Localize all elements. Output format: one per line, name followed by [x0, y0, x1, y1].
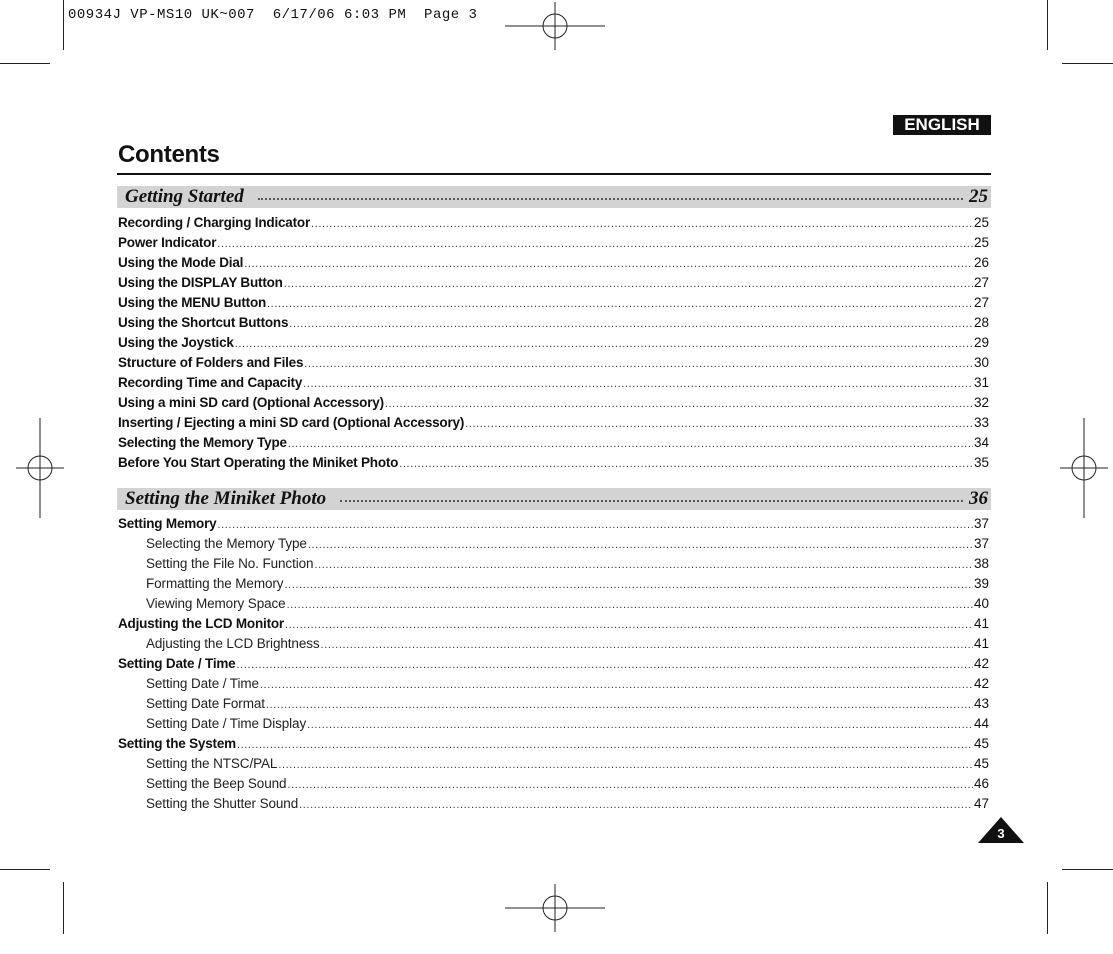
toc-subentry[interactable] [118, 774, 989, 794]
crop-mark-top-left-vertical [63, 0, 64, 50]
toc-subentry[interactable] [118, 694, 989, 714]
section-leader-dots [258, 196, 963, 200]
toc-entry-label: Setting Date / Time [118, 656, 236, 671]
toc-subentry[interactable] [118, 574, 989, 594]
toc-entry-label: Formatting the Memory [146, 576, 284, 591]
toc-subentry[interactable] [118, 554, 989, 574]
registration-mark-bottom-icon [505, 884, 605, 932]
toc-entry-page: 30 [973, 355, 989, 370]
toc-leader-dots [311, 214, 973, 234]
toc-leader-dots [244, 254, 973, 274]
toc-leader-dots [278, 755, 973, 775]
toc-entry-page: 26 [973, 255, 989, 270]
toc-subentry[interactable] [118, 634, 989, 654]
toc-leader-dots [237, 735, 973, 755]
language-badge: ENGLISH [893, 115, 991, 135]
toc-entry[interactable] [118, 514, 989, 534]
registration-mark-left-icon [16, 418, 64, 518]
toc-entry-label: Setting the System [118, 736, 236, 751]
toc-leader-dots [217, 515, 973, 535]
toc-list-getting-started [118, 213, 989, 473]
toc-entry-page: 45 [973, 756, 989, 771]
toc-entry-page: 42 [973, 676, 989, 691]
toc-entry-label: Viewing Memory Space [146, 596, 286, 611]
crop-mark-bottom-right-horizontal [1062, 869, 1113, 870]
toc-entry-page: 31 [973, 375, 989, 390]
toc-leader-dots [303, 374, 973, 394]
toc-entry[interactable] [118, 393, 989, 413]
toc-entry-page: 47 [973, 796, 989, 811]
toc-entry-page: 40 [973, 596, 989, 611]
toc-leader-dots [235, 334, 973, 354]
page-number: 3 [997, 826, 1005, 841]
toc-entry[interactable] [118, 273, 989, 293]
toc-entry-page: 32 [973, 395, 989, 410]
toc-entry[interactable] [118, 213, 989, 233]
toc-entry-label: Power Indicator [118, 235, 217, 250]
section-header-setting-the-miniket-photo[interactable] [117, 488, 991, 510]
toc-leader-dots [260, 675, 973, 695]
toc-entry[interactable] [118, 333, 989, 353]
toc-entry-label: Using the MENU Button [118, 295, 267, 310]
section-leader-dots [340, 498, 963, 502]
toc-entry-page: 25 [973, 215, 989, 230]
section-title: Setting the Miniket Photo [125, 488, 327, 509]
toc-entry-page: 27 [973, 275, 989, 290]
section-title: Getting Started [125, 186, 244, 207]
toc-leader-dots [304, 354, 973, 374]
toc-entry[interactable] [118, 233, 989, 253]
toc-subentry[interactable] [118, 714, 989, 734]
toc-entry-label: Selecting the Memory Type [118, 435, 287, 450]
toc-leader-dots [307, 715, 973, 735]
toc-leader-dots [236, 655, 972, 675]
toc-entry-label: Setting the NTSC/PAL [146, 756, 278, 771]
toc-list-setting-the-miniket-photo [118, 514, 989, 814]
toc-leader-dots [308, 535, 973, 555]
toc-entry-page: 37 [973, 516, 989, 531]
toc-entry[interactable] [118, 433, 989, 453]
toc-leader-dots [287, 775, 973, 795]
toc-entry-page: 46 [973, 776, 989, 791]
toc-entry-page: 35 [973, 455, 989, 470]
toc-entry-label: Using the Joystick [118, 335, 234, 350]
toc-leader-dots [385, 394, 973, 414]
toc-leader-dots [217, 234, 973, 254]
toc-entry[interactable] [118, 293, 989, 313]
toc-entry-page: 45 [973, 736, 989, 751]
toc-entry[interactable] [118, 734, 989, 754]
toc-entry-label: Inserting / Ejecting a mini SD card (Optional Accessory) [118, 415, 465, 430]
toc-entry[interactable] [118, 373, 989, 393]
registration-mark-right-icon [1060, 418, 1108, 518]
section-page-number: 36 [969, 488, 988, 509]
toc-leader-dots [267, 294, 973, 314]
toc-entry-page: 29 [973, 335, 989, 350]
toc-entry-label: Setting the Shutter Sound [146, 796, 299, 811]
print-header: 00934J VP-MS10 UK~007 6/17/06 6:03 PM Page 3 [68, 7, 478, 23]
toc-subentry[interactable] [118, 534, 989, 554]
toc-entry[interactable] [118, 313, 989, 333]
toc-entry[interactable] [118, 453, 989, 473]
toc-entry-label: Using a mini SD card (Optional Accessory) [118, 395, 384, 410]
toc-entry-label: Recording Time and Capacity [118, 375, 303, 390]
toc-entry-page: 34 [973, 435, 989, 450]
toc-entry-label: Setting Date / Time [146, 676, 259, 691]
toc-leader-dots [299, 795, 973, 815]
page-title: Contents [118, 141, 220, 168]
toc-subentry[interactable] [118, 674, 989, 694]
toc-leader-dots [284, 575, 973, 595]
toc-entry-page: 41 [973, 616, 989, 631]
toc-entry-page: 33 [973, 415, 989, 430]
toc-entry-label: Recording / Charging Indicator [118, 215, 311, 230]
toc-entry-label: Structure of Folders and Files [118, 355, 304, 370]
toc-entry[interactable] [118, 614, 989, 634]
toc-entry-label: Using the Shortcut Buttons [118, 315, 289, 330]
toc-entry-page: 42 [973, 656, 989, 671]
toc-leader-dots [314, 555, 973, 575]
crop-mark-bottom-left-vertical [63, 882, 64, 934]
toc-entry-label: Setting Date Format [146, 696, 265, 711]
toc-leader-dots [266, 695, 973, 715]
toc-entry-page: 38 [973, 556, 989, 571]
crop-mark-top-right-vertical [1047, 0, 1048, 50]
toc-subentry[interactable] [118, 794, 989, 814]
toc-leader-dots [321, 635, 973, 655]
toc-entry-label: Selecting the Memory Type [146, 536, 307, 551]
section-header-getting-started[interactable] [117, 186, 991, 208]
toc-entry[interactable] [118, 353, 989, 373]
toc-entry-label: Adjusting the LCD Monitor [118, 616, 284, 631]
crop-mark-top-left-horizontal [0, 63, 50, 64]
toc-entry-label: Setting Date / Time Display [146, 716, 307, 731]
toc-entry-label: Before You Start Operating the Miniket Photo [118, 455, 399, 470]
toc-entry-page: 25 [973, 235, 989, 250]
registration-mark-top-icon [505, 2, 605, 50]
crop-mark-top-right-horizontal [1062, 63, 1113, 64]
toc-entry-page: 28 [973, 315, 989, 330]
toc-leader-dots [287, 595, 973, 615]
toc-entry-page: 27 [973, 295, 989, 310]
crop-mark-bottom-left-horizontal [0, 869, 50, 870]
toc-leader-dots [288, 434, 973, 454]
toc-entry-label: Setting the File No. Function [146, 556, 314, 571]
toc-entry-label: Setting Memory [118, 516, 217, 531]
title-divider [117, 173, 991, 175]
toc-entry[interactable] [118, 413, 989, 433]
toc-entry-page: 43 [973, 696, 989, 711]
toc-entry-label: Using the DISPLAY Button [118, 275, 283, 290]
toc-subentry[interactable] [118, 594, 989, 614]
toc-subentry[interactable] [118, 754, 989, 774]
toc-entry-page: 37 [973, 536, 989, 551]
toc-entry[interactable] [118, 654, 989, 674]
toc-entry-page: 41 [973, 636, 989, 651]
section-page-number: 25 [969, 186, 988, 207]
toc-entry-label: Setting the Beep Sound [146, 776, 287, 791]
toc-leader-dots [284, 274, 973, 294]
toc-leader-dots [465, 414, 973, 434]
toc-leader-dots [285, 615, 973, 635]
toc-entry[interactable] [118, 253, 989, 273]
toc-entry-page: 39 [973, 576, 989, 591]
toc-leader-dots [289, 314, 973, 334]
toc-entry-label: Adjusting the LCD Brightness [146, 636, 320, 651]
toc-leader-dots [399, 454, 973, 474]
toc-entry-page: 44 [973, 716, 989, 731]
crop-mark-bottom-right-vertical [1047, 882, 1048, 934]
toc-entry-label: Using the Mode Dial [118, 255, 244, 270]
